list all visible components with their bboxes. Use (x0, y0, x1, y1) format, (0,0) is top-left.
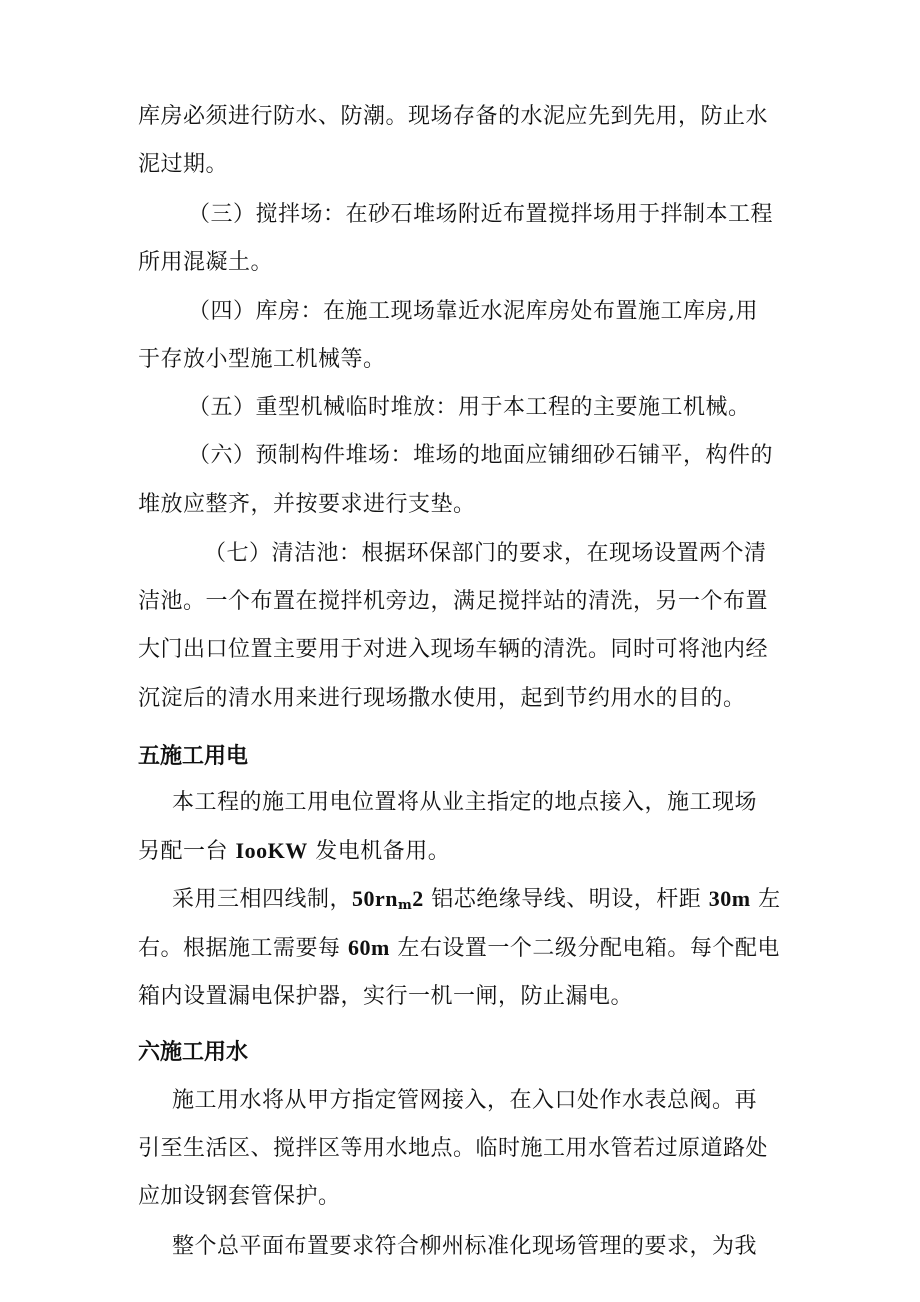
section-heading-water: 六施工用水 (138, 1040, 249, 1065)
text-line: 大门出口位置主要用于对进入现场车辆的清洗。同时可将池内经 (138, 637, 769, 662)
text-line: 泥过期。 (138, 152, 229, 177)
text-line: 沉淀后的清水用来进行现场撒水使用，起到节约用水的目的。 (138, 686, 746, 711)
text-line: （七）清洁池：根据环保部门的要求，在现场设置两个清 (204, 541, 767, 566)
text-line: 右。根据施工需要每 60m 左右设置一个二级分配电箱。每个配电 (138, 935, 780, 961)
section-heading-power: 五施工用电 (138, 744, 249, 769)
text-line: 堆放应整齐，并按要求进行支垫。 (138, 492, 476, 517)
text-line: 引至生活区、搅拌区等用水地点。临时施工用水管若过原道路处 (138, 1136, 769, 1161)
text-line: 整个总平面布置要求符合柳州标准化现场管理的要求，为我 (172, 1234, 758, 1259)
text-line: 施工用水将从甲方指定管网接入，在入口处作水表总阀。再 (172, 1088, 758, 1113)
text-line: 采用三相四线制，$50rn_m2$ 铝芯绝缘导线、明设，杆距 30m 左 (172, 886, 781, 913)
text-line: 另配一台 IooKW 发电机备用。 (138, 838, 451, 864)
text-line: 库房必须进行防水、防潮。现场存备的水泥应先到先用，防止水 (138, 104, 769, 129)
text-line: （四）库房：在施工现场靠近水泥库房处布置施工库房,用 (188, 299, 758, 324)
text-line: 应加设钢套管保护。 (138, 1184, 341, 1209)
text-line: （三）搅拌场：在砂石堆场附近布置搅拌场用于拌制本工程 (188, 202, 774, 227)
text-line: 所用混凝土。 (138, 250, 274, 275)
text-line: 本工程的施工用电位置将从业主指定的地点接入，施工现场 (172, 790, 758, 815)
text-line: 于存放小型施工机械等。 (138, 347, 386, 372)
text-line: 箱内设置漏电保护器，实行一机一闸，防止漏电。 (138, 984, 634, 1009)
text-line: 洁池。一个布置在搅拌机旁边，满足搅拌站的清洗，另一个布置 (138, 589, 769, 614)
text-line: （五）重型机械临时堆放：用于本工程的主要施工机械。 (188, 395, 751, 420)
text-line: （六）预制构件堆场：堆场的地面应铺细砂石铺平，构件的 (188, 443, 774, 468)
